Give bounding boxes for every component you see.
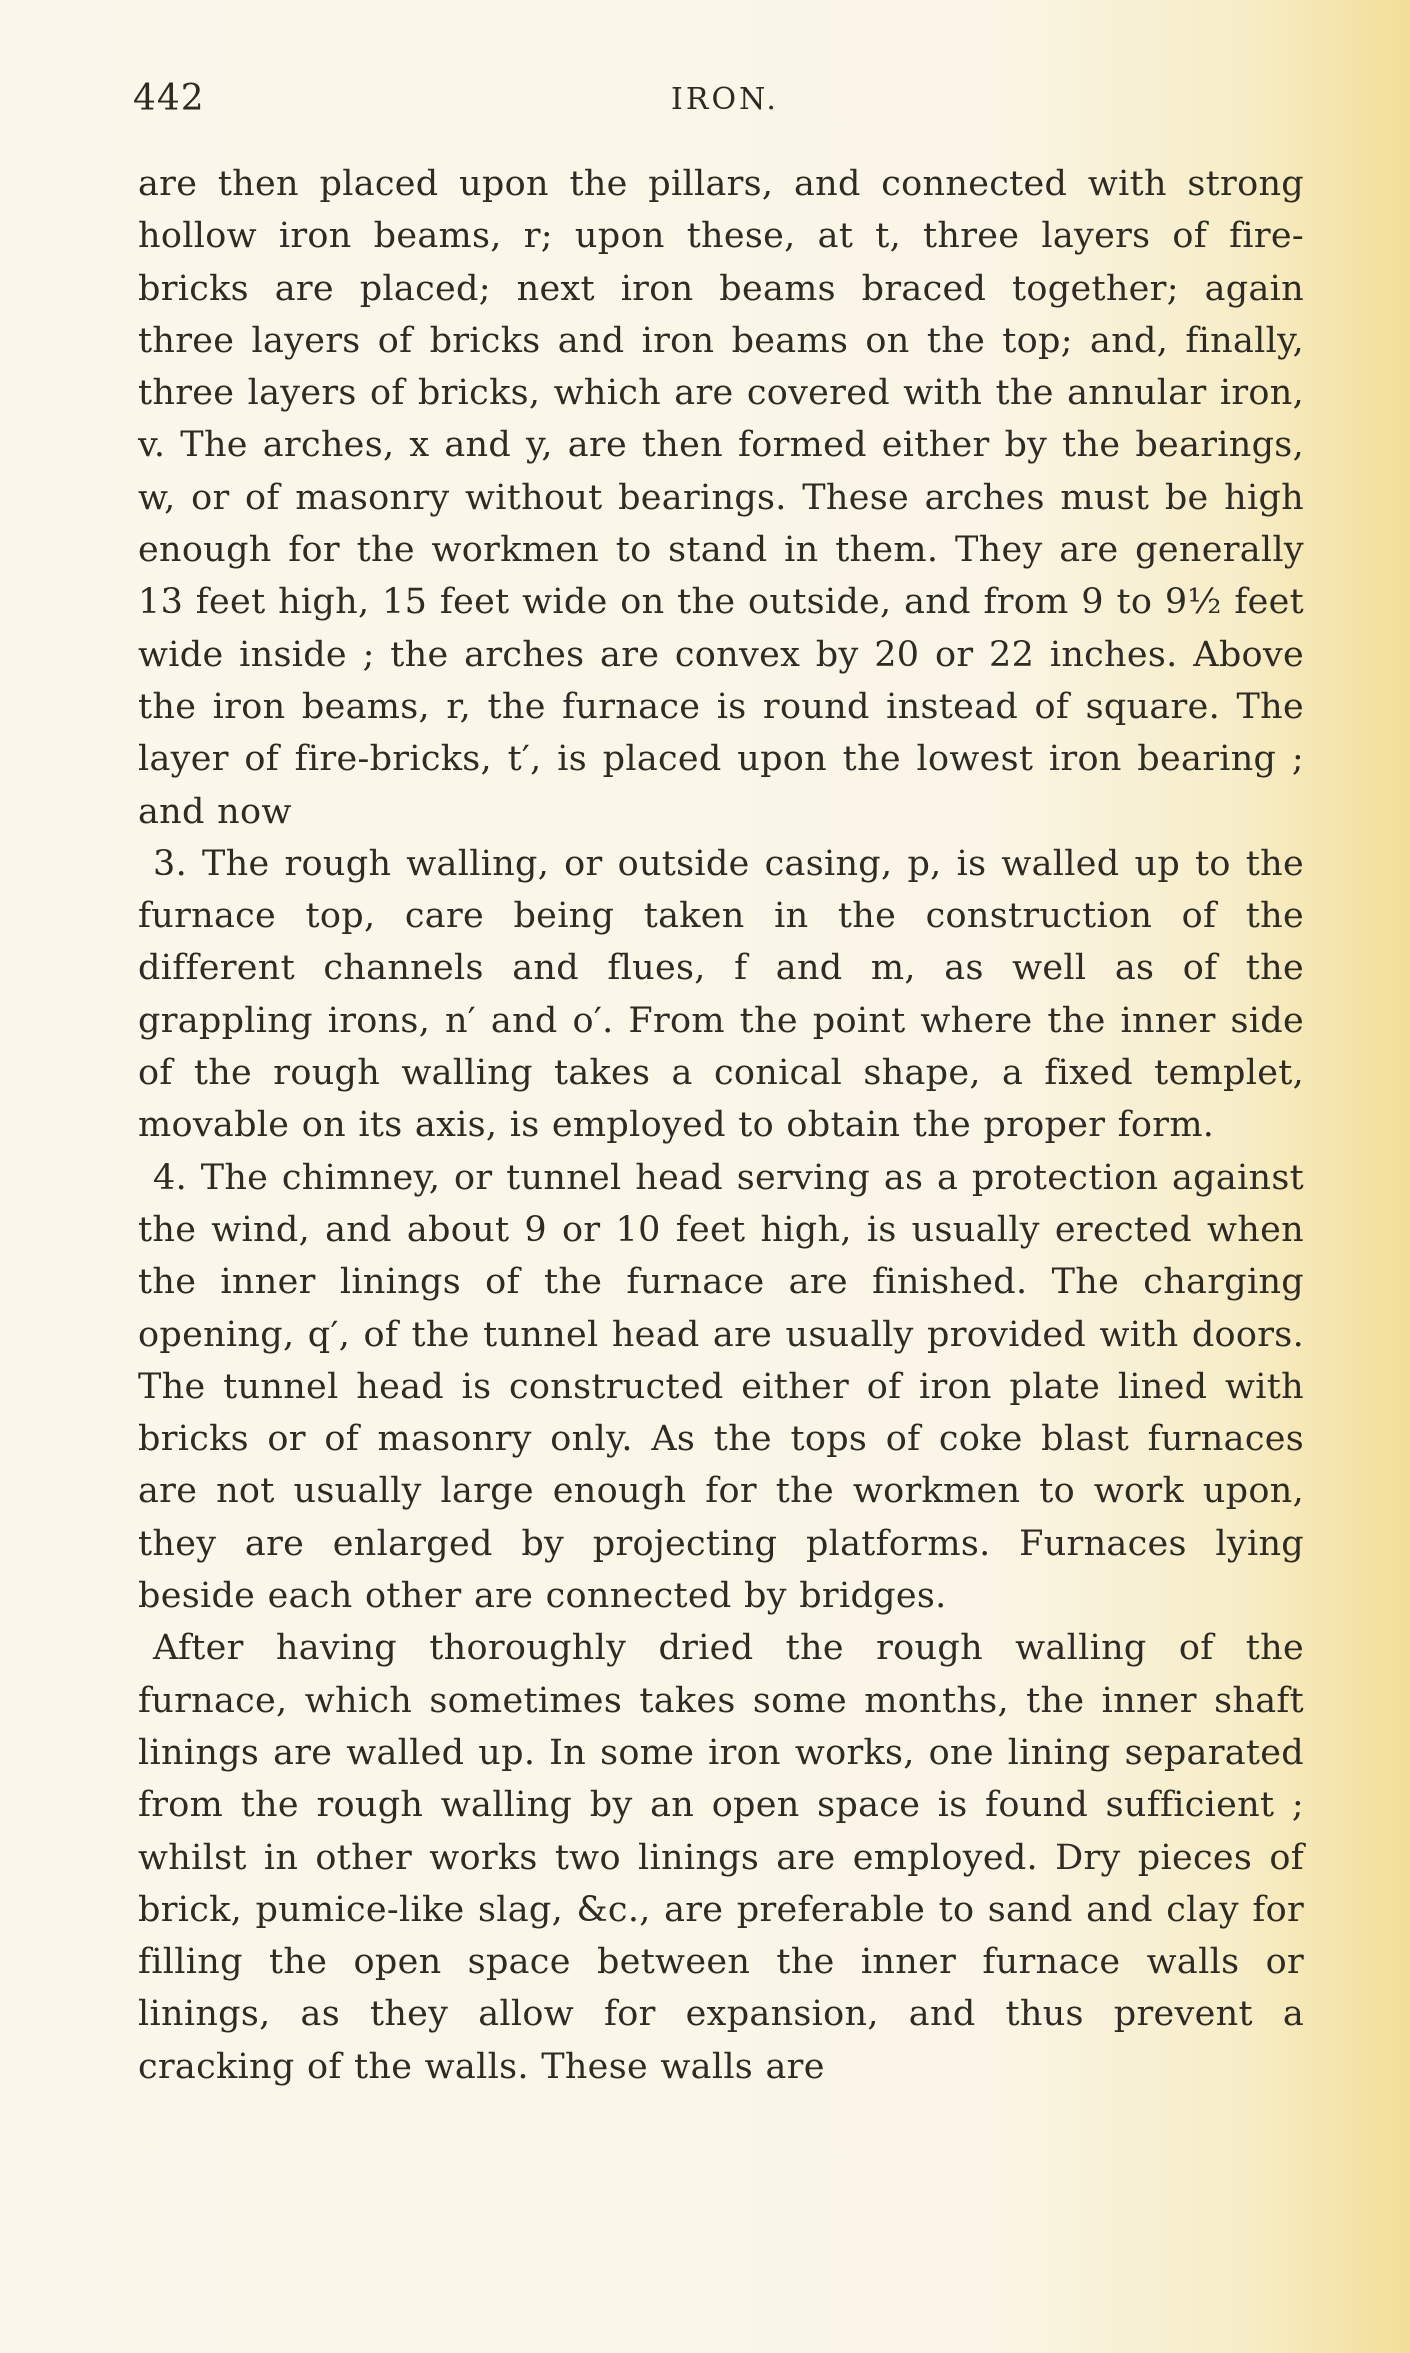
- body-text: [138, 158, 1304, 2093]
- page-number: 442: [133, 78, 205, 119]
- paragraph-rough-walling: 3. The rough walling, or outside casing, p, is walled up to the furnace top, care being taken in the construction of the different channels and flues, f and m, as well as of the grappling irons, n′ and o′. From the point where the inner side of the rough walling takes a conical shape, a fixed templet, movable on its axis, is employed to obtain the proper form.: [138, 843, 1304, 1146]
- paragraph-continuation: are then placed upon the pillars, and connected with strong hollow iron beams, r; upon these, at t, three layers of fire-bricks are placed; next iron beams braced together; again three layers of bricks and iron beams on the top; and, finally, three layers of bricks, which are covered with the annular iron, v. The arches, x and y, are then formed either by the bearings, w, or of masonry without bearings. These arches must be high enough for the workmen to stand in them. They are generally 13 feet high, 15 feet wide on the outside, and from 9 to 9½ feet wide inside ; the arches are convex by 20 or 22 inches. Above the iron beams, r, the furnace is round instead of square. The layer of fire-bricks, t′, is placed upon the lowest iron bearing ; and now: [138, 164, 1304, 832]
- paragraph-chimney: 4. The chimney, or tunnel head serving as a protection against the wind, and about 9 or 10 feet high, is usually erected when the inner linings of the furnace are finished. The charging opening, q′, of the tunnel head are usually provided with doors. The tunnel head is constructed either of iron plate lined with bricks or of masonry only. As the tops of coke blast furnaces are not usually large enough for the workmen to work upon, they are enlarged by projecting platforms. Furnaces lying beside each other are connected by bridges.: [138, 1157, 1304, 1617]
- page-header: [133, 78, 1305, 128]
- paragraph-drying: After having thoroughly dried the rough walling of the furnace, which sometimes takes some months, the inner shaft linings are walled up. In some iron works, one lining separated from the rough walling by an open space is found sufficient ; whilst in other works two linings are employed. Dry pieces of brick, pumice-like slag, &c., are preferable to sand and clay for filling the open space between the inner furnace walls or linings, as they allow for expansion, and thus prevent a cracking of the walls. These walls are: [138, 1628, 1304, 2087]
- running-head: IRON.: [671, 82, 779, 117]
